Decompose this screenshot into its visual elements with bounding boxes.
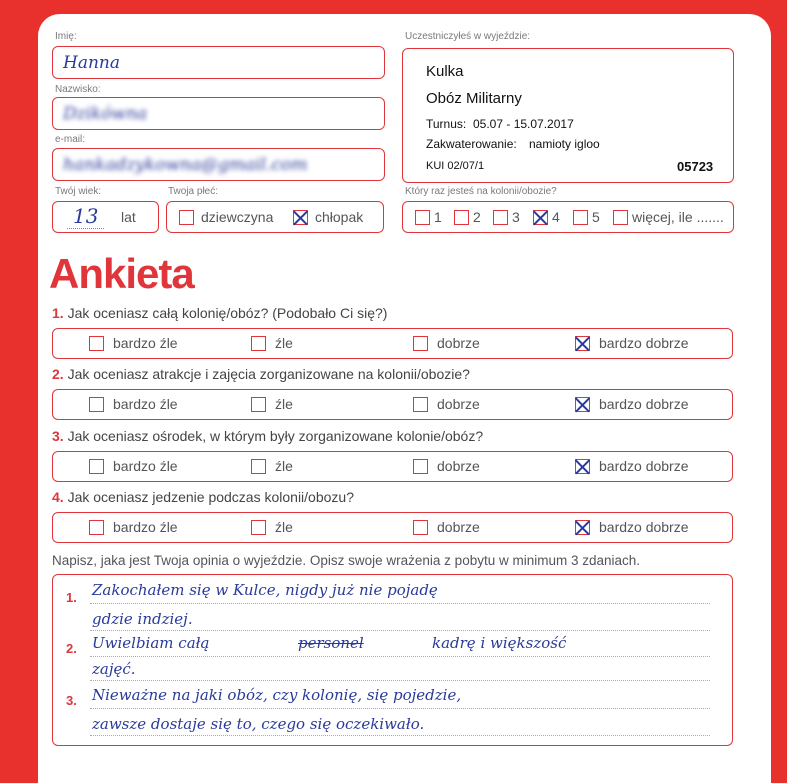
question-number: 4. [52,489,64,505]
gender-checkbox-girl[interactable] [179,210,194,225]
answer-option-label: bardzo dobrze [599,335,689,351]
opinion-number-3: 3. [66,693,77,708]
answer-checkbox[interactable] [251,520,266,535]
times-checkbox-more[interactable] [613,210,628,225]
age-label: Twój wiek: [55,186,102,197]
answer-checkbox[interactable] [251,459,266,474]
email-label: e-mail: [55,134,86,145]
writing-line [90,603,710,604]
answer-option-label: dobrze [437,519,480,535]
gender-field [166,201,384,233]
opinion-prompt: Napisz, jaka jest Twoja opinia o wyjeździe. Opisz swoje wrażenia z pobytu w minimum 3 zdaniach. [52,553,641,568]
answer-option-label: źle [275,458,293,474]
times-checkbox-2[interactable] [454,210,469,225]
answer-checkbox[interactable] [413,397,428,412]
writing-line [90,630,710,631]
question-3 [52,428,483,444]
question-number: 2. [52,366,64,382]
opinion-3-line1: Nieważne na jaki obóz, czy kolonię, się pojedzie, [92,686,462,704]
times-label: Który raz jesteś na kolonii/obozie? [405,186,557,197]
question-text: Jak oceniasz całą kolonię/obóz? (Podobało Ci się?) [67,305,388,321]
surname-value: Dzikówna [63,104,148,124]
answer-checkbox[interactable] [89,336,104,351]
opinion-2-struck: personel [298,634,364,652]
answer-checkbox[interactable] [89,459,104,474]
answer-option-label: dobrze [437,335,480,351]
gender-label: Twoja płeć: [168,186,219,197]
stay-value: namioty igloo [529,137,600,151]
answer-checkbox[interactable] [413,520,428,535]
answer-checkbox[interactable] [251,336,266,351]
answer-checkbox[interactable] [575,520,590,535]
opinion-number-1: 1. [66,590,77,605]
times-checkbox-5[interactable] [573,210,588,225]
answer-checkbox[interactable] [89,397,104,412]
question-1 [52,305,387,321]
camp-code: KUI 02/07/1 [426,160,485,172]
answer-option-label: źle [275,519,293,535]
camp-name: Kulka [426,63,464,80]
opinion-1-line2: gdzie indziej. [92,610,193,628]
times-checkbox-3[interactable] [493,210,508,225]
age-value: 13 [67,204,104,229]
age-unit: lat [121,209,136,225]
times-option-3: 3 [512,209,520,225]
answer-checkbox[interactable] [413,336,428,351]
answer-row-1 [52,328,733,359]
turn-value: 05.07 - 15.07.2017 [473,117,574,131]
question-number: 3. [52,428,64,444]
answer-option-label: bardzo źle [113,519,178,535]
surname-field[interactable] [52,97,385,130]
answer-row-2 [52,389,733,420]
writing-line [90,708,710,709]
email-value: hankadzykowna@gmail.com [63,155,308,175]
times-option-4: 4 [552,209,560,225]
answer-option-label: bardzo dobrze [599,519,689,535]
answer-option-label: źle [275,335,293,351]
answer-checkbox[interactable] [413,459,428,474]
question-text: Jak oceniasz atrakcje i zajęcia zorganizowane na kolonii/obozie? [67,366,470,382]
question-text: Jak oceniasz ośrodek, w którym były zorganizowane kolonie/obóz? [67,428,484,444]
writing-line [90,656,710,657]
answer-option-label: dobrze [437,458,480,474]
answer-row-4 [52,512,733,543]
opinion-2-line2: zajęć. [92,660,136,678]
stay-label: Zakwaterowanie: [426,137,517,151]
opinion-number-2: 2. [66,641,77,656]
name-field[interactable] [52,46,385,79]
camp-section-label: Uczestniczyłeś w wyjeździe: [405,31,531,42]
question-2 [52,366,470,382]
times-field [402,201,734,233]
camp-type: Obóz Militarny [426,90,522,107]
writing-line [90,735,710,736]
times-option-more: więcej, ile ....... [632,209,724,225]
answer-checkbox[interactable] [575,397,590,412]
answer-option-label: źle [275,396,293,412]
surname-label: Nazwisko: [55,84,101,95]
name-value: Hanna [63,53,120,73]
camp-info-box [402,48,734,183]
question-text: Jak oceniasz jedzenie podczas kolonii/obozu? [67,489,354,505]
writing-line [90,680,710,681]
gender-option-boy: chłopak [315,209,364,225]
answer-option-label: bardzo źle [113,335,178,351]
opinion-3-line2: zawsze dostaje się to, czego się oczekiwało. [92,715,425,733]
turn-label: Turnus: [426,117,467,131]
times-option-5: 5 [592,209,600,225]
answer-checkbox[interactable] [575,459,590,474]
answer-option-label: dobrze [437,396,480,412]
answer-row-3 [52,451,733,482]
answer-option-label: bardzo źle [113,396,178,412]
name-label: Imię: [55,31,77,42]
answer-option-label: bardzo dobrze [599,396,689,412]
survey-title: Ankieta [49,250,194,297]
times-option-1: 1 [434,209,442,225]
email-field[interactable] [52,148,385,181]
camp-number: 05723 [677,159,714,174]
opinion-2-line1: Uwielbiam całą [92,634,210,652]
answer-checkbox[interactable] [575,336,590,351]
answer-checkbox[interactable] [89,520,104,535]
times-checkbox-4[interactable] [533,210,548,225]
times-option-2: 2 [473,209,481,225]
gender-checkbox-boy[interactable] [293,210,308,225]
opinion-2-line1-end: kadrę i większość [432,634,567,652]
answer-option-label: bardzo dobrze [599,458,689,474]
opinion-1-line1: Zakochałem się w Kulce, nigdy już nie pojadę [92,581,438,599]
question-4 [52,489,354,505]
question-number: 1. [52,305,64,321]
gender-option-girl: dziewczyna [201,209,274,225]
times-checkbox-1[interactable] [415,210,430,225]
age-field[interactable] [52,201,159,233]
answer-checkbox[interactable] [251,397,266,412]
answer-option-label: bardzo źle [113,458,178,474]
